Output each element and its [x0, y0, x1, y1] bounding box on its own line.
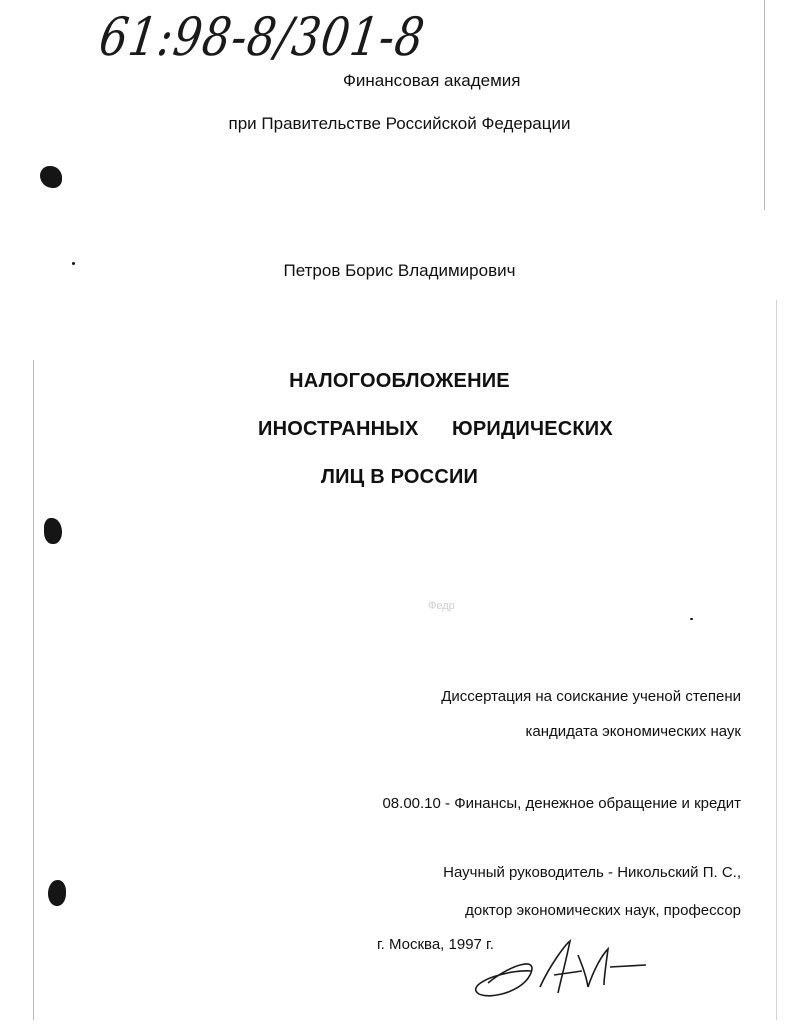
- scan-edge-right: [776, 300, 777, 1020]
- punch-hole-mark: [40, 166, 62, 188]
- thesis-title-line-3: ЛИЦ В РОССИИ: [320, 466, 479, 488]
- thesis-title-line-1: НАЛОГООБЛОЖЕНИЕ: [289, 370, 510, 392]
- supervisor: Научный руководитель - Никольский П. С.,: [443, 864, 741, 881]
- scan-edge-left: [33, 360, 34, 1020]
- archive-stamp-handwritten: 61:98-8/301-8: [95, 6, 429, 69]
- institution-name: Финансовая академия: [343, 71, 521, 90]
- signature: [470, 935, 660, 1007]
- punch-hole-mark: [44, 518, 62, 544]
- supervisor-title: доктор экономических наук, профессор: [465, 902, 741, 919]
- scan-edge-top-right: [764, 0, 765, 210]
- thesis-title-line-2b: ЮРИДИЧЕСКИХ: [452, 418, 613, 440]
- author-name: Петров Борис Владимирович: [283, 261, 516, 280]
- thesis-title-line-2a: ИНОСТРАННЫХ: [258, 418, 419, 440]
- institution-affiliation: при Правительстве Российской Федерации: [228, 114, 571, 133]
- faint-library-mark: Федр: [428, 600, 455, 612]
- punch-hole-mark: [48, 880, 66, 906]
- degree-field: кандидата экономических наук: [525, 723, 741, 740]
- place-and-year: г. Москва, 1997 г.: [377, 936, 494, 953]
- scan-speck: [690, 618, 693, 620]
- degree-statement: Диссертация на соискание ученой степени: [441, 688, 741, 705]
- specialty-code: 08.00.10 - Финансы, денежное обращение и кредит: [382, 795, 741, 812]
